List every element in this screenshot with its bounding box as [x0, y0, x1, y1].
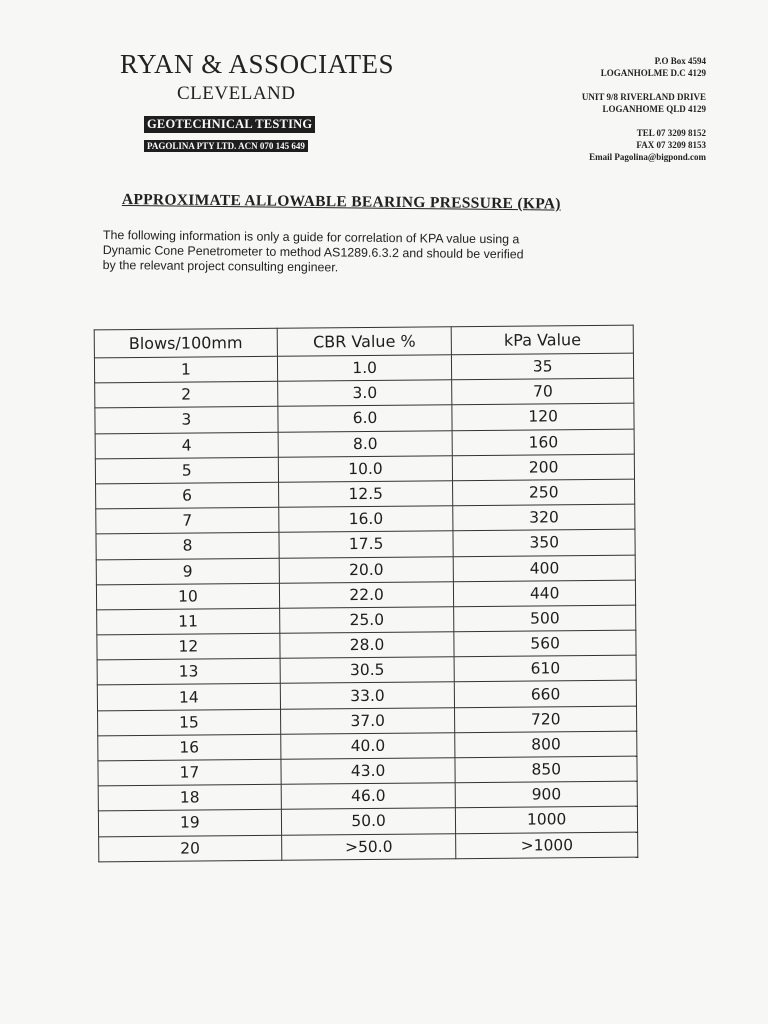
blows-cell: 8 [96, 533, 279, 560]
cbr-cell: 17.5 [279, 531, 454, 558]
banner-geotechnical: GEOTECHNICAL TESTING [144, 116, 315, 133]
kpa-cell: 500 [454, 605, 636, 632]
kpa-cell: 720 [455, 706, 637, 733]
header-blows: Blows/100mm [94, 328, 277, 358]
telephone: TEL 07 3209 8152 [636, 128, 706, 138]
cbr-cell: 30.5 [280, 657, 455, 684]
blows-cell: 10 [96, 583, 279, 610]
cbr-cell: 28.0 [280, 632, 455, 659]
cbr-cell: 50.0 [281, 808, 456, 835]
blows-cell: 18 [98, 784, 281, 811]
street-locality: LOGANHOME QLD 4129 [602, 104, 706, 114]
cbr-cell: 25.0 [279, 607, 454, 634]
blows-cell: 11 [97, 608, 280, 635]
cbr-cell: 46.0 [281, 783, 456, 810]
blows-cell: 5 [95, 457, 278, 484]
blows-cell: 12 [97, 633, 280, 660]
cbr-cell: 33.0 [280, 682, 455, 709]
blows-cell: 13 [97, 659, 280, 686]
cbr-cell: 40.0 [281, 733, 456, 760]
kpa-cell: 560 [454, 630, 636, 657]
blows-cell: 20 [99, 835, 282, 862]
bearing-pressure-table [94, 325, 639, 862]
kpa-cell: 120 [452, 404, 634, 431]
table-body [94, 353, 637, 861]
cbr-cell: 20.0 [279, 556, 454, 583]
contact-postal [601, 55, 706, 79]
cbr-cell: 12.5 [278, 481, 453, 508]
kpa-cell: 610 [454, 655, 636, 682]
document-title: APPROXIMATE ALLOWABLE BEARING PRESSURE (KPA) [121, 191, 561, 213]
kpa-cell: 70 [452, 378, 634, 405]
intro-paragraph [103, 228, 633, 279]
kpa-cell: 1000 [456, 807, 638, 834]
blows-cell: 15 [98, 709, 281, 736]
kpa-cell: 160 [452, 429, 634, 456]
cbr-cell: 3.0 [277, 380, 452, 407]
cbr-cell: 22.0 [279, 581, 454, 608]
contact-phone-email [589, 127, 706, 163]
blows-cell: 6 [96, 482, 279, 509]
blows-cell: 9 [96, 558, 279, 585]
blows-cell: 19 [98, 810, 281, 837]
intro-line: The following information is only a guide for correlation of KPA value using a [102, 228, 520, 247]
kpa-cell: 440 [454, 580, 636, 607]
cbr-cell: >50.0 [281, 833, 456, 860]
blows-cell: 17 [98, 759, 281, 786]
fax: FAX 07 3209 8153 [636, 140, 706, 150]
blows-cell: 4 [95, 432, 278, 459]
kpa-cell: 320 [453, 504, 635, 531]
company-city: CLEVELAND [177, 83, 296, 104]
contact-street [582, 91, 706, 115]
cbr-cell: 16.0 [279, 506, 454, 533]
blows-cell: 14 [97, 684, 280, 711]
kpa-cell: 350 [453, 529, 635, 556]
po-box: P.O Box 4594 [654, 56, 706, 66]
company-name: RYAN & ASSOCIATES [120, 49, 395, 79]
blows-cell: 1 [94, 356, 277, 383]
intro-line: Dynamic Cone Penetrometer to method AS1289.6.3.2 and should be verified [102, 242, 524, 262]
cbr-cell: 43.0 [281, 758, 456, 785]
kpa-cell: 35 [452, 353, 634, 380]
kpa-cell: 250 [453, 479, 635, 506]
cbr-cell: 6.0 [278, 405, 453, 432]
blows-cell: 2 [95, 381, 278, 408]
header-cbr: CBR Value % [277, 327, 452, 357]
blows-cell: 16 [98, 734, 281, 761]
cbr-cell: 8.0 [278, 430, 453, 457]
kpa-cell: 200 [453, 454, 635, 481]
cbr-cell: 37.0 [280, 707, 455, 734]
blows-cell: 3 [95, 407, 278, 434]
street-address: UNIT 9/8 RIVERLAND DRIVE [581, 92, 706, 102]
cbr-cell: 1.0 [277, 355, 452, 382]
table-row [99, 832, 638, 862]
kpa-cell: 850 [455, 756, 637, 783]
kpa-cell: 900 [456, 781, 638, 808]
kpa-cell: 800 [455, 731, 637, 758]
kpa-cell: 660 [455, 681, 637, 708]
bearing-pressure-table-wrapper [94, 325, 639, 862]
banner-acn: PAGOLINA PTY LTD. ACN 070 145 649 [144, 140, 308, 152]
blows-cell: 7 [96, 507, 279, 534]
intro-line: by the relevant project consulting engineer. [102, 257, 339, 275]
cbr-cell: 10.0 [278, 455, 453, 482]
email: Email Pagolina@bigpond.com [589, 152, 706, 162]
kpa-cell: >1000 [456, 832, 638, 859]
header-kpa: kPa Value [452, 325, 634, 355]
po-locality: LOGANHOLME D.C 4129 [600, 68, 706, 78]
kpa-cell: 400 [454, 555, 636, 582]
